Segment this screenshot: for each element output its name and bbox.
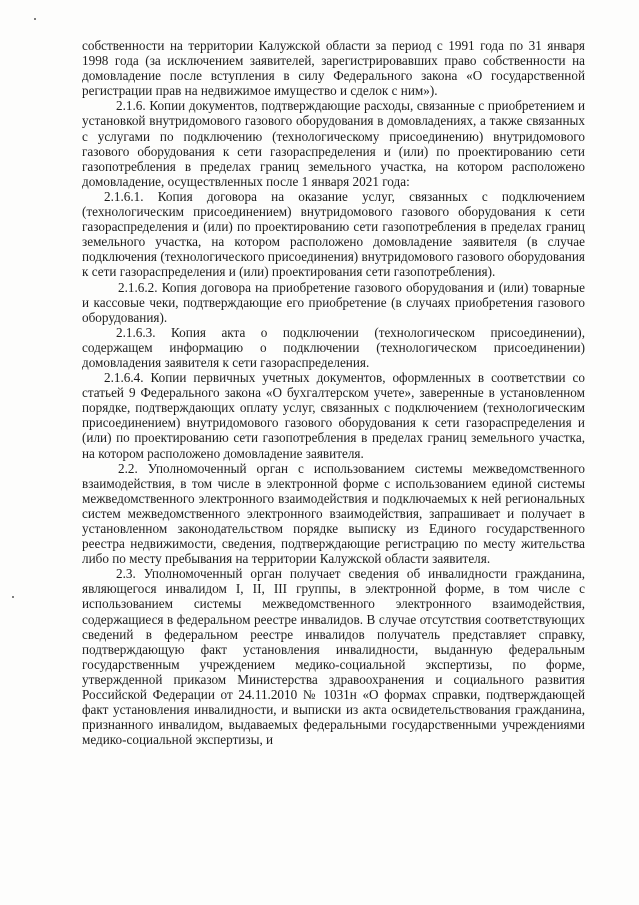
document-body (82, 38, 585, 747)
paragraph-2-1-6-3: 2.1.6.3. Копия акта о подключении (технологическом присоединении), содержащем информацию о подключении (технологическом присоединении) домовладения заявителя к сети газораспределения. (82, 324, 585, 370)
paragraph-continuation: собственности на территории Калужской области за период с 1991 года по 31 января 1998 года (за исключением заявителей, зарегистрировавших право собственности на домовладение после вступления в силу Федерального закона «О государственной регистрации прав на недвижимое имущество и сделок с ним»). (82, 38, 585, 99)
paragraph-2-1-6-2: 2.1.6.2. Копия договора на приобретение газового оборудования и (или) товарные и кассовые чеки, подтверждающие его приобретение (в случаях приобретения газового оборудования). (82, 279, 585, 325)
scan-speck (12, 596, 14, 598)
paragraph-2-1-6-4: 2.1.6.4. Копии первичных учетных документов, оформленных в соответствии со статьей 9 Федерального закона «О бухгалтерском учете», заверенные в установленном порядке, подтверждающих оплату услуг, связанных с подключением (технологическим присоединением) внутридомового газового оборудования к сети газораспределения и (или) по проектированию сети газопотребления в пределах границ земельного участка, на котором расположено домовладение заявителя. (82, 370, 585, 461)
paragraph-2-3: 2.3. Уполномоченный орган получает сведения об инвалидности гражданина, являющегося инвалидом I, II, III группы, в электронной форме, в том числе с использованием системы межведомственного электронного взаимодействия, содержащиеся в федеральном реестре инвалидов. В случае отсутствия соответствующих сведений в федеральном реестре инвалидов получатель представляет справку, подтверждающую факт установления инвалидности, выданную федеральным государственным учреждением медико-социальной экспертизы, по форме, утвержденной приказом Министерства здравоохранения и социального развития Российской Федерации от 24.11.2010 № 1031н «О формах справки, подтверждающей факт установления инвалидности, и выписки из акта освидетельствования гражданина, признанного инвалидом, выдаваемых федеральными государственными учреждениями медико-социальной экспертизы, и (82, 566, 585, 748)
paragraph-2-2: 2.2. Уполномоченный орган с использованием системы межведомственного взаимодействия, в том числе в электронной форме с использованием единой системы межведомственного электронного взаимодействия и подключаемых к ней региональных систем межведомственного электронного взаимодействия, запрашивает и получает в установленном законодательством порядке выписку из Единого государственного реестра недвижимости, сведения, подтверждающие регистрацию по месту жительства либо по месту пребывания на территории Калужской области заявителя. (82, 460, 585, 567)
paragraph-2-1-6: 2.1.6. Копии документов, подтверждающие расходы, связанные с приобретением и установкой внутридомового газового оборудования в домовладениях, а также связанных с услугами по подключению (технологическому присоединению) внутридомового газового оборудования к сети газораспределения и (или) по проектированию сети газопотребления в пределах границ земельного участка, на котором расположено домовладение, осуществленных после 1 января 2021 года: (82, 98, 585, 189)
scan-speck (34, 18, 36, 20)
paragraph-2-1-6-1: 2.1.6.1. Копия договора на оказание услуг, связанных с подключением (технологическим присоединением) внутридомового газового оборудования к сети газораспределения и (или) по проектированию сети газопотребления в пределах границ земельного участка, на котором расположено домовладение заявителя (в случае подключения (технологического присоединения) внутридомового газового оборудования к сети газораспределения и (или) проектирования сети газопотребления). (82, 188, 585, 280)
